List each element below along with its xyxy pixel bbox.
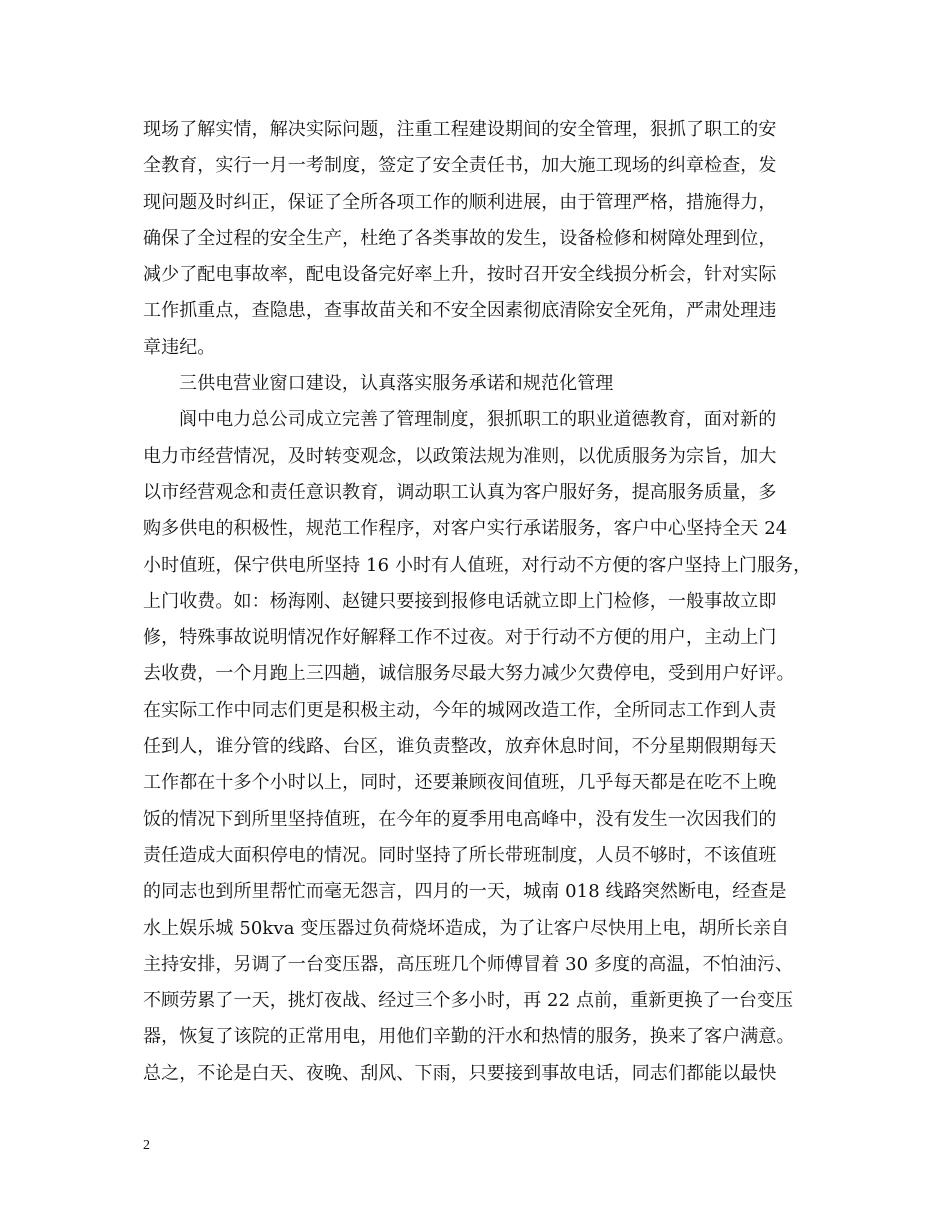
text-line: 购多供电的积极性，规范工作程序，对客户实行承诺服务，客户中心坚持全天 24 [143, 518, 788, 540]
text-line: 工作都在十多个小时以上，同时，还要兼顾夜间值班，几乎每天都是在吃不上晚 [143, 772, 777, 794]
text-line: 减少了配电事故率，配电设备完好率上升，按时召开安全线损分析会，针对实际 [143, 264, 777, 286]
document-body [143, 112, 823, 1092]
text-line: 在实际工作中同志们更是积极主动，今年的城网改造工作，全所同志工作到人责 [143, 699, 777, 721]
text-line: 主持安排，另调了一台变压器，高压班几个师傅冒着 30 多度的高温，不怕油污、 [143, 953, 794, 975]
text-line: 全教育，实行一月一考制度，签定了安全责任书，加大施工现场的纠章检查，发 [143, 155, 777, 177]
page-number: 2 [143, 1138, 150, 1153]
text-line: 电力市经营情况，及时转变观念，以政策法规为准则，以优质服务为宗旨，加大 [143, 445, 777, 467]
text-line: 水上娱乐城 50kva 变压器过负荷烧坏造成，为了让客户尽快用上电，胡所长亲自 [143, 917, 790, 939]
text-line: 现场了解实情，解决实际问题，注重工程建设期间的安全管理，狠抓了职工的安 [143, 119, 777, 140]
text-line: 的同志也到所里帮忙而毫无怨言，四月的一天，城南 018 线路突然断电，经查是 [143, 881, 787, 903]
text-line: 去收费，一个月跑上三四趟，诚信服务尽最大努力减少欠费停电，受到用户好评。 [143, 663, 795, 685]
text-line: 现问题及时纠正，保证了全所各项工作的顺利进展，由于管理严格，措施得力， [143, 191, 777, 213]
text-line: 小时值班，保宁供电所坚持 16 小时有人值班，对行动不方便的客户坚持上门服务， [143, 554, 812, 576]
text-line: 确保了全过程的安全生产，杜绝了各类事故的发生，设备检修和树障处理到位， [143, 227, 777, 249]
text-line: 器，恢复了该院的正常用电，用他们辛勤的汗水和热情的服务，换来了客户满意。 [143, 1026, 795, 1048]
section-heading: 三供电营业窗口建设，认真落实服务承诺和规范化管理 [179, 373, 614, 395]
text-line: 以市经营观念和责任意识教育，调动职工认真为客户服好务，提高服务质量，多 [143, 481, 777, 503]
text-line: 责任造成大面积停电的情况。同时坚持了所长带班制度，人员不够时，不该值班 [143, 844, 777, 866]
text-line: 不顾劳累了一天，挑灯夜战、经过三个多小时，再 22 点前，重新更换了一台变压 [143, 990, 794, 1012]
text-line: 阆中电力总公司成立完善了管理制度，狠抓职工的职业道德教育，面对新的 [179, 409, 777, 431]
text-line: 上门收费。如：杨海刚、赵键只要接到报修电话就立即上门检修，一般事故立即 [143, 590, 777, 612]
text-line: 任到人，谁分管的线路、台区，谁负责整改，放弃休息时间，不分星期假期每天 [143, 736, 777, 758]
text-line: 工作抓重点，查隐患，查事故苗关和不安全因素彻底清除安全死角，严肃处理违 [143, 300, 777, 322]
text-line: 章违纪。 [143, 336, 216, 358]
text-line: 饭的情况下到所里坚持值班，在今年的夏季用电高峰中，没有发生一次因我们的 [143, 808, 777, 830]
text-line: 总之，不论是白天、夜晚、刮风、下雨，只要接到事故电话，同志们都能以最快 [143, 1062, 777, 1084]
text-line: 修，特殊事故说明情况作好解释工作不过夜。对于行动不方便的用户，主动上门 [143, 627, 777, 649]
